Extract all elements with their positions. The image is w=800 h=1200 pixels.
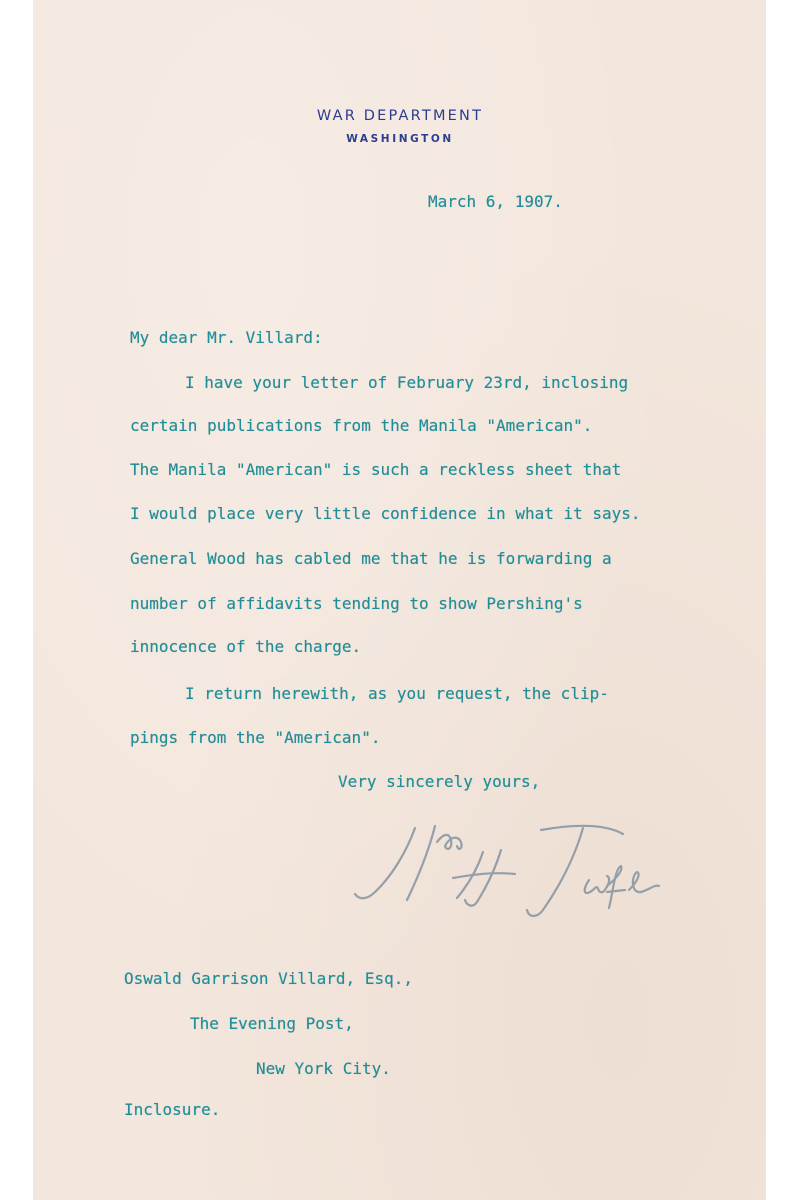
salutation: My dear Mr. Villard: <box>130 328 323 347</box>
body-line: number of affidavits tending to show Pershing's <box>130 594 583 613</box>
body-line: The Manila "American" is such a reckless sheet that <box>130 460 622 479</box>
recipient-city: New York City. <box>256 1059 391 1078</box>
signature-stroke <box>607 890 625 892</box>
body-line: I have your letter of February 23rd, inclosing <box>185 373 629 392</box>
letterhead-title: WAR DEPARTMENT <box>316 108 484 124</box>
body-line: I would place very little confidence in what it says. <box>130 504 641 523</box>
signature <box>345 820 675 930</box>
recipient-name: Oswald Garrison Villard, Esq., <box>124 969 413 988</box>
body-line: I return herewith, as you request, the clip- <box>185 684 609 703</box>
signature-stroke <box>355 828 415 898</box>
signature-stroke <box>527 828 583 916</box>
letter-date: March 6, 1907. <box>428 192 563 211</box>
signature-stroke <box>629 872 659 892</box>
enclosure-note: Inclosure. <box>124 1100 221 1119</box>
body-line: pings from the "American". <box>130 728 381 747</box>
signature-stroke <box>585 876 609 893</box>
closing: Very sincerely yours, <box>338 772 541 791</box>
recipient-organization: The Evening Post, <box>190 1014 354 1033</box>
body-line: innocence of the charge. <box>130 637 362 656</box>
signature-stroke <box>607 866 621 908</box>
body-line: General Wood has cabled me that he is forwarding a <box>130 549 612 568</box>
letterhead-subtitle: WASHINGTON <box>346 133 454 145</box>
body-line: certain publications from the Manila "American". <box>130 416 593 435</box>
signature-stroke <box>437 835 462 849</box>
signature-stroke <box>453 873 515 878</box>
